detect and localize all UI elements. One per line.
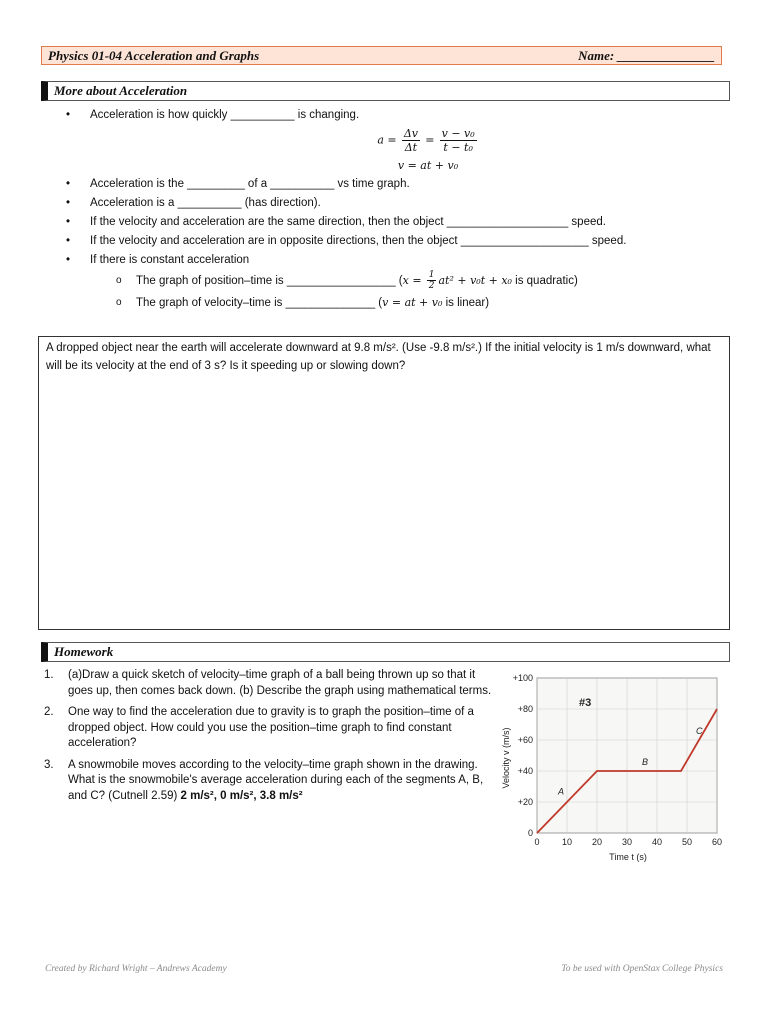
list-item xyxy=(66,232,706,251)
y-tick-label: +100 xyxy=(512,673,533,683)
footer-credit: Created by Richard Wright – Andrews Academy xyxy=(45,964,227,974)
velocity-time-chart xyxy=(496,666,736,871)
fraction xyxy=(440,127,477,154)
y-tick-label: +80 xyxy=(517,704,533,714)
bullet-text: Acceleration is how quickly __________ is changing. xyxy=(90,109,360,121)
formula-text: a = xyxy=(377,133,397,147)
footer-source: To be used with OpenStax College Physics xyxy=(561,964,723,974)
numerator: Δv xyxy=(403,127,418,140)
section-heading-homework xyxy=(41,642,730,662)
list-item xyxy=(66,194,706,213)
bullet-text: Acceleration is the _________ of a __________ vs time graph. xyxy=(90,178,410,190)
denominator: 2 xyxy=(428,281,435,292)
chart-title: #3 xyxy=(579,697,592,709)
list-item xyxy=(66,106,706,173)
segment-label: C xyxy=(696,725,703,736)
sub-text: is quadratic) xyxy=(511,275,578,287)
x-tick-label: 40 xyxy=(651,837,663,847)
formula-text: v = at + v₀ xyxy=(382,296,443,309)
question-text: A dropped object near the earth will accelerate downward at 9.8 m/s². (Use -9.8 m/s².) If the initial velocity is 1 m/s downward, what will be its velocity at the end of 3 s? Is it speeding up or slowing down? xyxy=(46,342,711,372)
fraction xyxy=(427,270,437,291)
header-bar xyxy=(41,46,722,65)
x-axis-label: Time t (s) xyxy=(609,852,647,862)
bullet-text: Acceleration is a __________ (has direction). xyxy=(90,197,321,209)
bullet-text: If the velocity and acceleration are in opposite directions, then the object ____________________ speed. xyxy=(90,235,627,247)
sub-list-item xyxy=(90,292,706,314)
section-title: More about Acceleration xyxy=(54,83,188,98)
item-text: One way to find the acceleration due to gravity is to graph the position–time of a dropped object. How could you use the position–time graph to find constant acceleration? xyxy=(68,706,474,749)
formula-text: at² + v₀t + x₀ xyxy=(438,274,512,287)
item-text: (a)Draw a quick sketch of velocity–time graph of a ball being thrown up so that it goes up, then comes back down. (b) Describe the graph using mathematical terms. xyxy=(68,669,492,697)
question-answer-box xyxy=(38,336,730,630)
homework-list xyxy=(44,668,492,810)
fraction xyxy=(402,127,420,154)
x-tick-label: 50 xyxy=(681,837,693,847)
denominator: Δt xyxy=(404,141,418,154)
segment-label: B xyxy=(642,756,649,767)
worksheet-title: Physics 01-04 Acceleration and Graphs xyxy=(48,47,260,63)
homework-item xyxy=(44,705,492,752)
numerator: v − v₀ xyxy=(441,127,475,140)
y-tick-label: +40 xyxy=(517,766,533,776)
item-number: 1. xyxy=(44,669,54,681)
answer-text: 2 m/s², 0 m/s², 3.8 m/s² xyxy=(180,789,303,802)
sub-list-item xyxy=(90,270,706,292)
section-title: Homework xyxy=(54,644,114,659)
y-tick-label: +20 xyxy=(517,797,533,807)
y-tick-label: +60 xyxy=(517,735,533,745)
acceleration-formula xyxy=(90,127,706,173)
bullet-text: If the velocity and acceleration are the same direction, then the object ___________________ speed. xyxy=(90,216,606,228)
sub-list xyxy=(90,270,706,314)
x-tick-label: 0 xyxy=(534,837,540,847)
section-heading-acceleration xyxy=(41,81,730,101)
x-tick-label: 60 xyxy=(711,837,723,847)
sub-text: is linear) xyxy=(442,297,490,309)
x-tick-label: 20 xyxy=(591,837,603,847)
y-axis-label: Velocity v (m/s) xyxy=(501,727,511,789)
list-item xyxy=(66,213,706,232)
item-text: A snowmobile moves according to the velocity–time graph shown in the drawing. What is the snowmobile's average acceleration during each of the segments A, B, and C? (Cutnell 2.59) xyxy=(68,758,484,802)
name-label: Name: _______________ xyxy=(578,47,715,63)
formula-text: = xyxy=(425,133,435,147)
x-tick-label: 10 xyxy=(561,837,573,847)
sub-text: The graph of position–time is _________________ ( xyxy=(136,275,403,287)
bullet-text: If there is constant acceleration xyxy=(90,254,250,266)
y-tick-label: 0 xyxy=(527,828,533,838)
acceleration-notes xyxy=(66,106,706,314)
list-item xyxy=(66,251,706,314)
formula-text: x = xyxy=(402,274,422,287)
denominator: t − t₀ xyxy=(443,141,473,154)
x-tick-label: 30 xyxy=(621,837,633,847)
homework-item xyxy=(44,668,492,699)
sub-text: The graph of velocity–time is ______________ ( xyxy=(136,297,383,309)
velocity-formula: v = at + v₀ xyxy=(397,159,459,172)
numerator: 1 xyxy=(428,270,435,281)
homework-item xyxy=(44,758,492,805)
segment-label: A xyxy=(558,786,565,797)
item-number: 2. xyxy=(44,706,54,718)
item-number: 3. xyxy=(44,758,54,771)
list-item xyxy=(66,175,706,194)
